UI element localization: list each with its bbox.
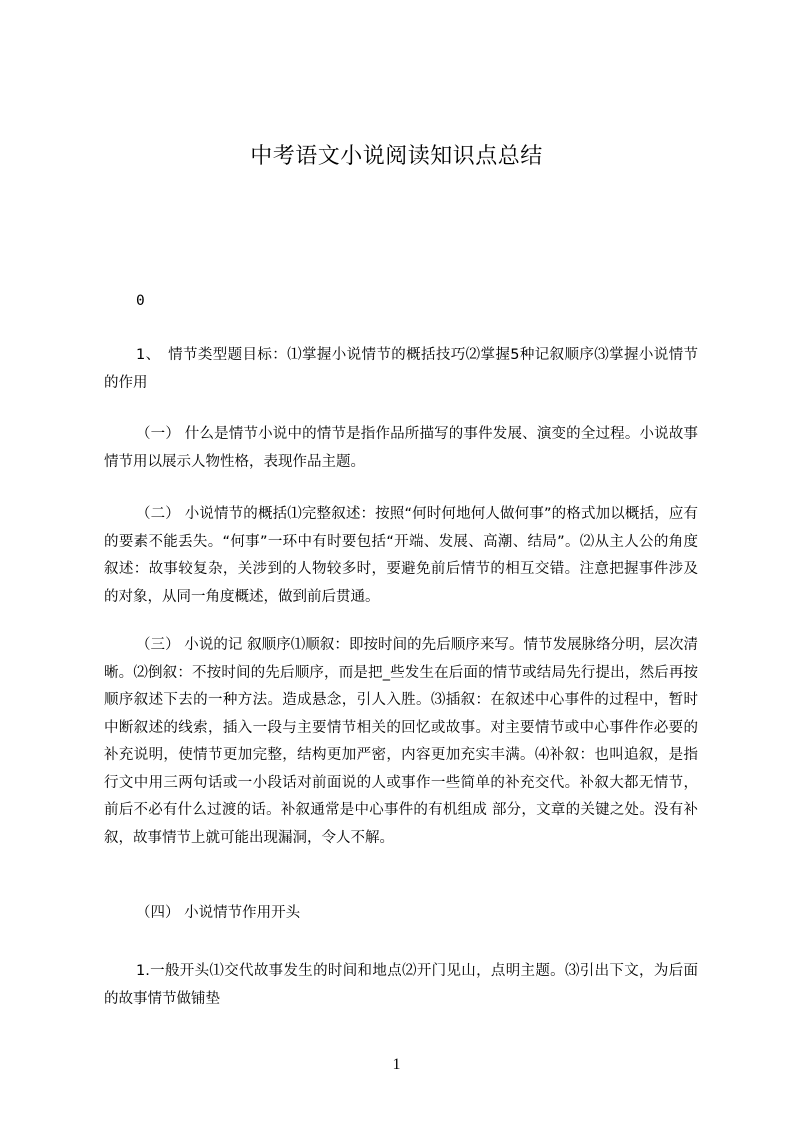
paragraph-plot-goals: 1、 情节类型题目标：⑴掌握小说情节的概括技巧⑵掌握5种记叙顺序⑶掌握小说情节的作用 [104,347,698,391]
section-marker: 0 [136,293,145,309]
paragraph-plot-summary: （二） 小说情节的概括⑴完整叙述：按照“何时何地何人做何事”的格式加以概括，应有的要素不能丢失。“何事”一环中有时要包括“开端、发展、高潮、结局”。⑵从主人公的角度叙述：故事较复杂，关涉到的人物较多时，要避免前后情节的相互交错。注意把握事件涉及的对象，从同一角度概述，做到前后贯通。 [104,506,698,605]
paragraph-narrative-order: （三） 小说的记 叙顺序⑴顺叙：即按时间的先后顺序来写。情节发展脉络分明，层次清晰。⑵倒叙：不按时间的先后顺序，而是把_些发生在后面的情节或结局先行提出，然后再按顺序叙述下去的一种方法。造成悬念，引人入胜。⑶插叙：在叙述中心事件的过程中，暂时中断叙述的线索，插入一段与主要情节相关的回忆或故事。对主要情节或中心事件作必要的补充说明，使情节更加完整，结构更加严密，内容更加充实丰满。⑷补叙：也叫追叙，是指行文中用三两句话或一小段话对前面说的人或事作一些简单的补充交代。补叙大都无情节，前后不必有什么过渡的话。补叙通常是中心事件的有机组成 部分，文章的关键之处。没有补叙，故事情节上就可能出现漏洞，令人不解。 [104,637,698,846]
document-title: 中考语文小说阅读知识点总结 [250,144,543,169]
paragraph-what-is-plot: （一） 什么是情节小说中的情节是指作品所描写的事件发展、演变的全过程。小说故事情节用以展示人物性格，表现作品主题。 [104,426,698,470]
paragraph-general-opening: 1.一般开头⑴交代故事发生的时间和地点⑵开门见山，点明主题。⑶引出下文，为后面的故事情节做铺垫 [104,963,698,1007]
page-number: 1 [392,1056,401,1073]
paragraph-plot-function-opening: （四） 小说情节作用开头 [136,905,301,921]
